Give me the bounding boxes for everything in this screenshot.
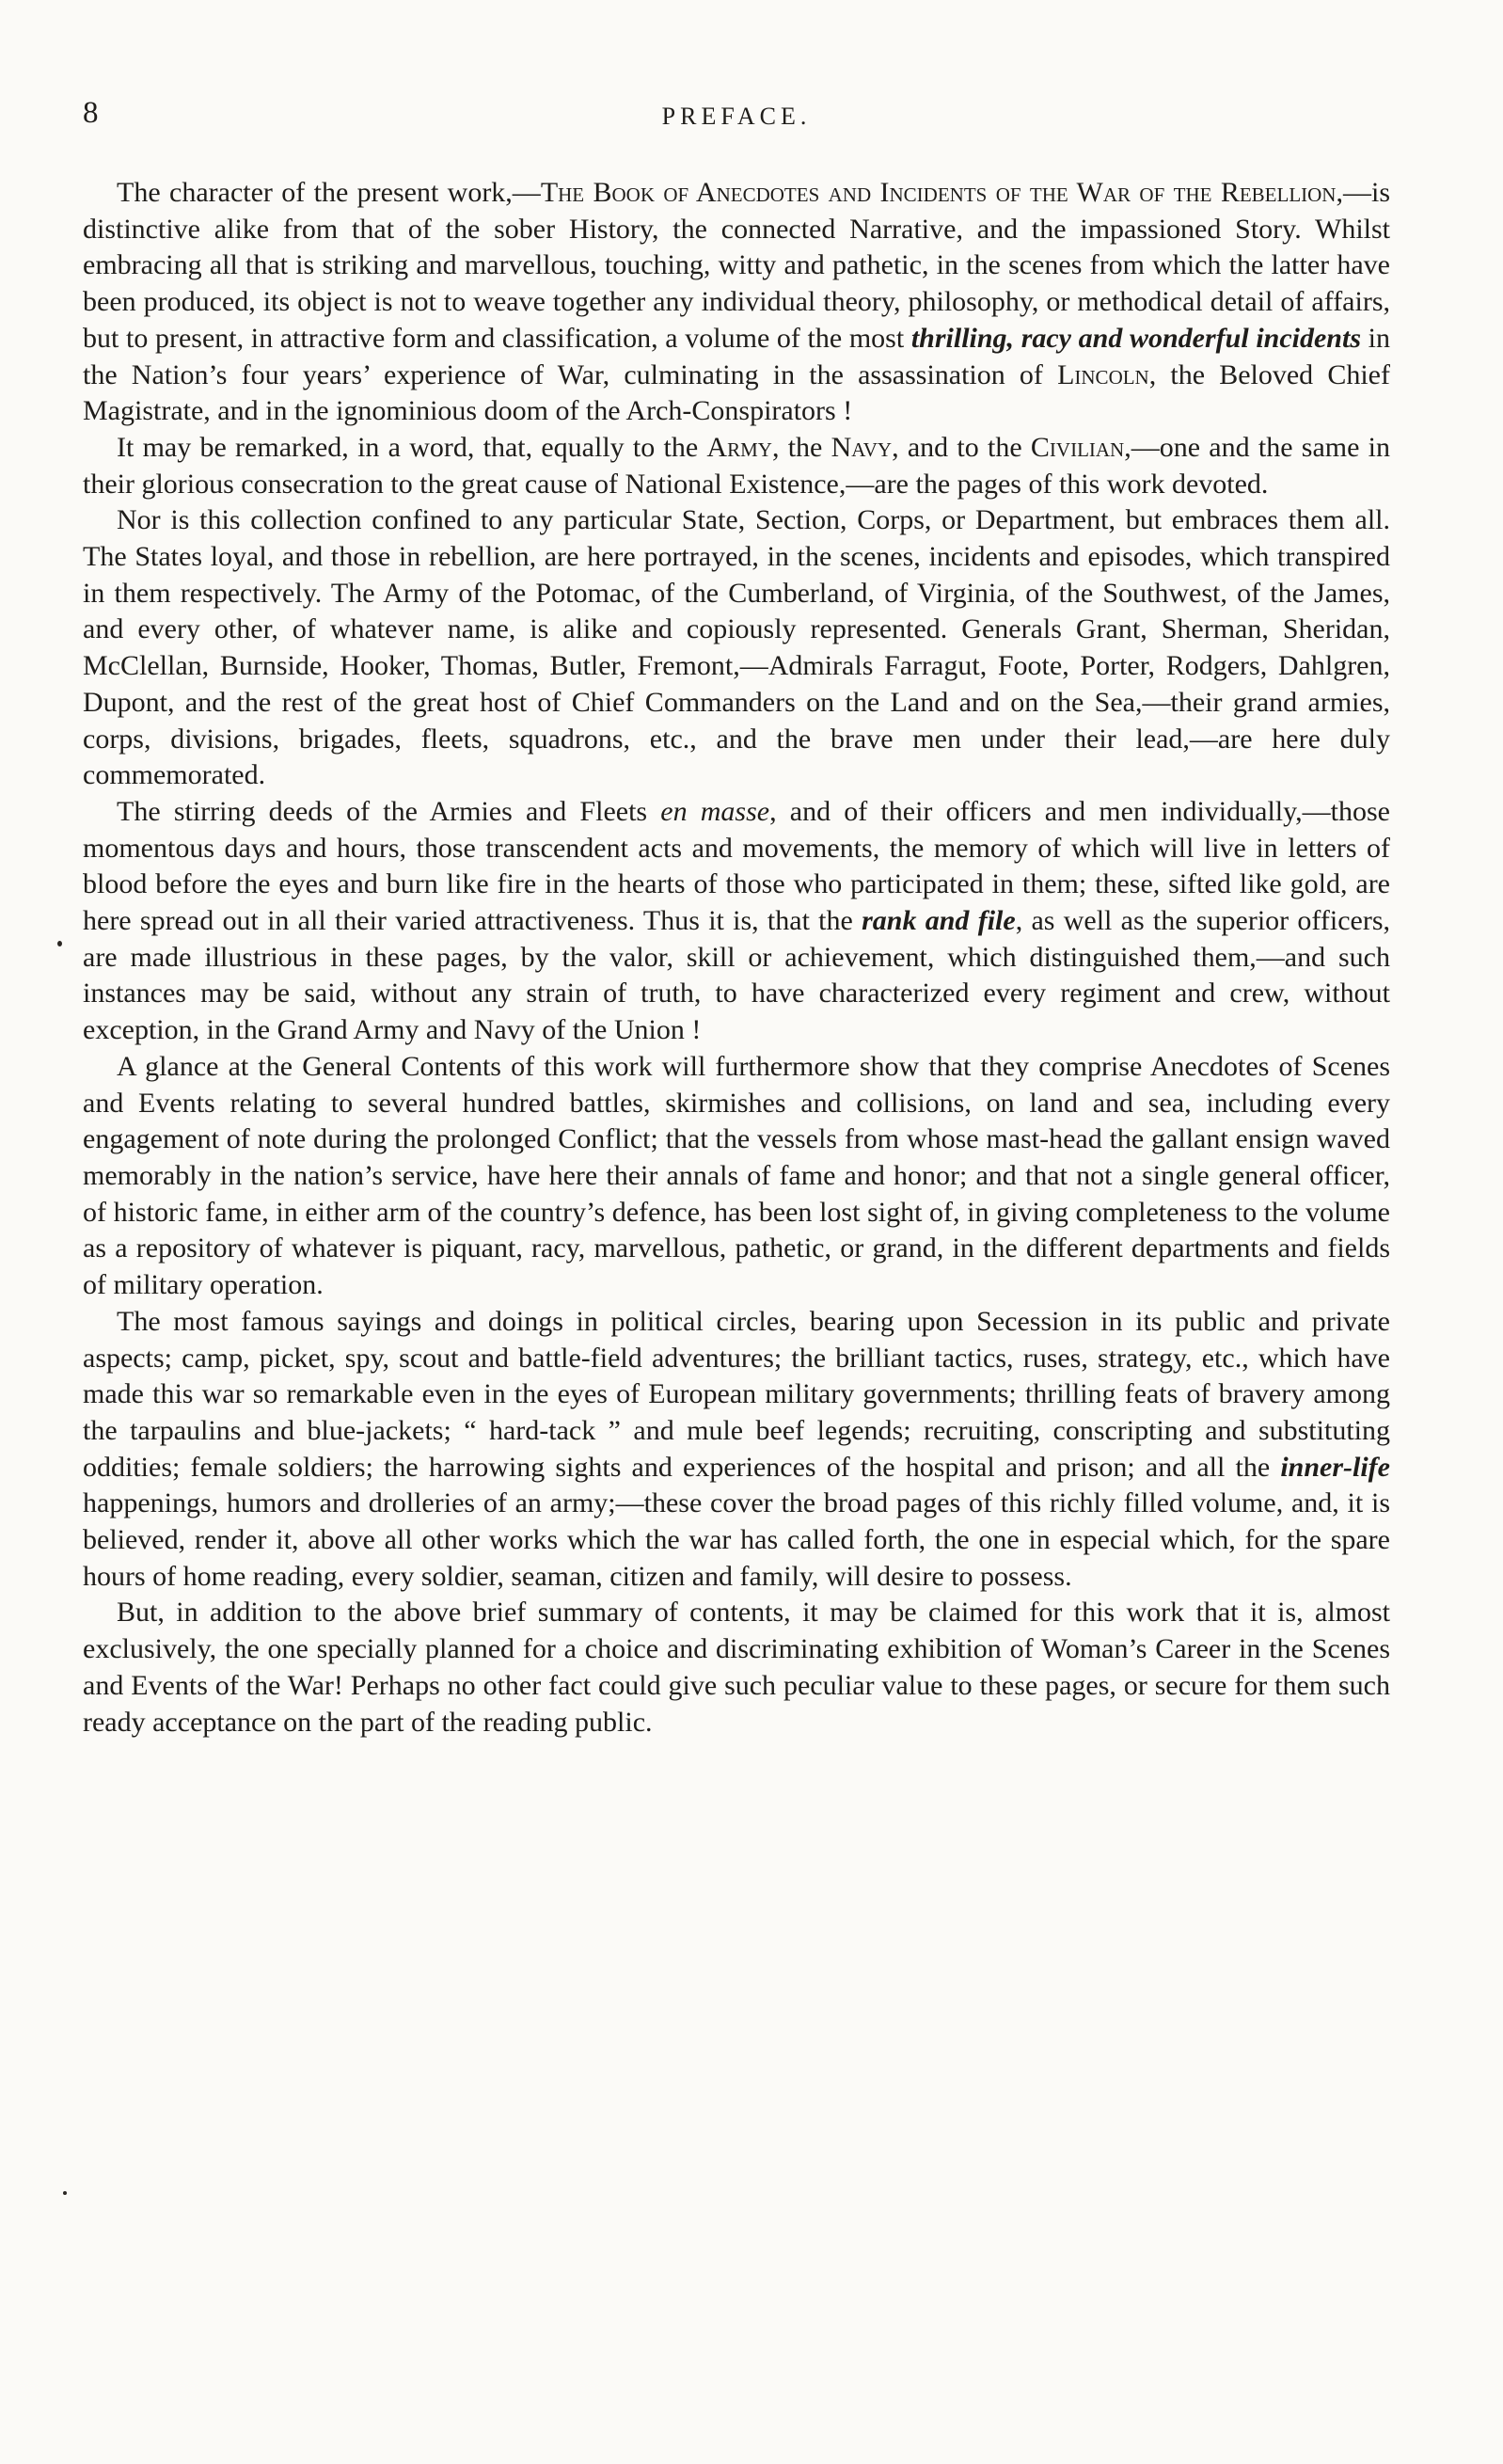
text-run: happenings, humors and drolleries of an army;—these cover the broad pages of this richly filled volume, and, it is believed, render it, above all other works which the war has called forth, the one in especial which, for the spare hours of home reading, every soldier, seaman, citizen and family, will desire to possess. <box>83 1487 1390 1592</box>
text-run: It may be remarked, in a word, that, equally to the <box>117 431 707 463</box>
paragraph <box>83 430 1390 502</box>
text-run: ,—one and the same in their glorious consecration to the great cause of National Existence,—are the pages of this work devoted. <box>83 431 1391 500</box>
text-run: thrilling, racy and wonderful incidents <box>910 322 1361 354</box>
text-run: Civilian <box>1030 431 1125 463</box>
page-number: 8 <box>83 96 99 130</box>
text-run: , and of their officers and men individually,—those momentous days and hours, those transcendent acts and movements, the memory of which will live in letters of blood before the eyes and burn like fire in the hearts of those who participated in them; these, sifted like gold, are here spread out in all their varied attractiveness. Thus it is, that the <box>83 795 1390 937</box>
text-run: Lincoln <box>1057 358 1149 390</box>
text-run: The stirring deeds of the Armies and Fleets <box>117 795 661 827</box>
text-run: Army <box>706 431 772 463</box>
paragraph <box>83 794 1390 1049</box>
text-run: ,—is distinctive alike from that of the sober History, the connected Narrative, and the impassioned Story. Whilst embracing all that is striking and marvellous, touching, witty and pathetic, in the scenes from which the latter have been produced, its object is not to weave together any individual theory, philosophy, or methodical detail of affairs, but to present, in attractive form and classification, a volume of the most <box>83 177 1390 354</box>
text-run: The character of the present work,— <box>117 177 541 208</box>
text-run: Navy <box>831 431 893 463</box>
text-run: A glance at the General Contents of this work will furthermore show that they comprise Anecdotes of Scenes and Events relating to several hundred battles, skirmishes and collisions, on land and sea, including every engagement of note during the prolonged Conflict; that the vessels from whose mast-head the gallant ensign waved memorably in the nation’s service, have here their annals of fame and honor; and that not a single general officer, of historic fame, in either arm of the country’s defence, has been lost sight of, in giving completeness to the volume as a repository of whatever is piquant, racy, marvellous, pathetic, or grand, in the different departments and fields of military operation. <box>83 1050 1390 1301</box>
paragraph <box>83 1304 1390 1596</box>
text-run: The most famous sayings and doings in political circles, bearing upon Secession in its public and private aspects; camp, picket, spy, scout and battle-field adventures; the brilliant tactics, ruses, strategy, etc., which have made this war so remarkable even in the eyes of European military governments; thrilling feats of bravery among the tarpaulins and blue-jackets; “ hard-tack ” and mule beef legends; recruiting, conscripting and substituting oddities; female soldiers; the harrowing sights and experiences of the hospital and prison; and all the <box>83 1305 1390 1483</box>
text-run: in the Nation’s four years’ experience of War, culminating in the assassination of <box>83 322 1390 390</box>
text-run: , and to the <box>892 431 1031 463</box>
paragraph <box>83 1049 1390 1304</box>
text-run: , as well as the superior officers, are made illustrious in these pages, by the valor, skill or achievement, which distinguished them,—and such instances may be said, without any strain of truth, to have characterized every regiment and crew, without exception, in the Grand Army and Navy of the Union ! <box>83 905 1390 1046</box>
text-run: But, in addition to the above brief summary of contents, it may be claimed for this work that it is, almost exclusively, the one specially planned for a choice and discriminating exhibition of Woman’s Career in the Scenes and Events of the War! Perhaps no other fact could give such peculiar value to these pages, or secure for them such ready acceptance on the part of the reading public. <box>83 1597 1390 1738</box>
text-run: , the Beloved Chief Magistrate, and in the ignominious doom of the Arch-Conspirators ! <box>83 358 1390 427</box>
paragraph <box>83 1595 1390 1741</box>
ink-speck <box>57 941 62 946</box>
text-run: Nor is this collection confined to any particular State, Section, Corps, or Department, but embraces them all. The States loyal, and those in rebellion, are here portrayed, in the scenes, incidents and episodes, which transpired in them respectively. The Army of the Potomac, of the Cumberland, of Virginia, of the Southwest, of the James, and every other, of whatever name, is alike and copiously represented. Generals Grant, Sherman, Sheridan, McClellan, Burnside, Hooker, Thomas, Butler, Fremont,—Admirals Farragut, Foote, Porter, Rodgers, Dahlgren, Dupont, and the rest of the great host of Chief Commanders on the Land and on the Sea,—their grand armies, corps, divisions, brigades, fleets, squadrons, etc., and the brave men under their lead,—are here duly commemorated. <box>83 504 1390 791</box>
text-run: en masse <box>660 795 770 827</box>
paragraph <box>83 502 1390 794</box>
text-run: The Book of Anecdotes and Incidents of the War of the Rebellion <box>540 177 1337 208</box>
text-run: rank and file <box>862 905 1016 937</box>
page-header <box>83 94 1390 141</box>
ink-speck <box>63 2191 67 2195</box>
paragraph <box>83 175 1390 430</box>
text-run: inner-life <box>1280 1451 1390 1483</box>
running-head: PREFACE. <box>661 103 812 130</box>
preface-body <box>83 175 1390 1741</box>
text-run: , the <box>771 431 831 463</box>
